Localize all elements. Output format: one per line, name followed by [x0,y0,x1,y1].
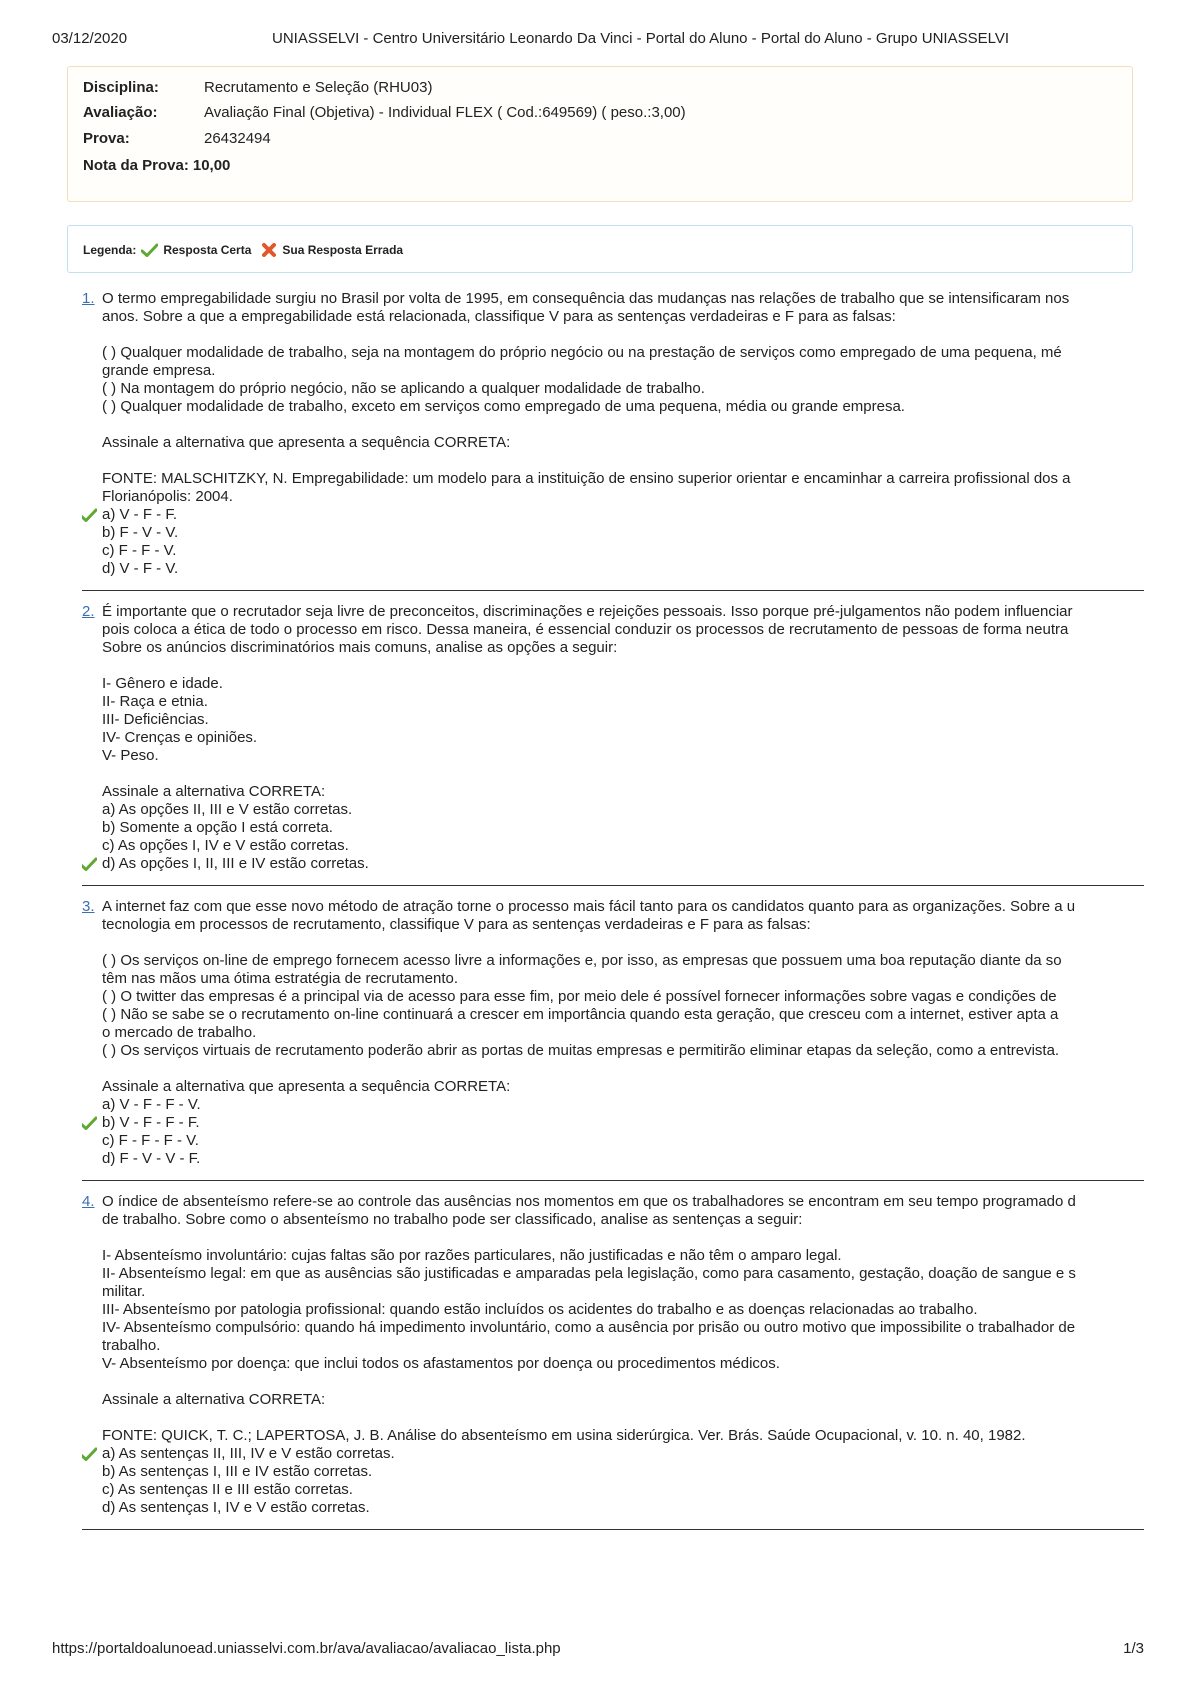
statement: têm nas mãos uma ótima estratégia de recrutamento. [102,970,459,987]
exam-label: Prova: [83,130,130,147]
question-text: tecnologia em processos de recrutamento, classifique V para as sentenças verdadeiras e F para as falsas: [102,916,811,933]
alternative [102,1150,1144,1168]
alternative-text: d) As opções I, II, III e IV estão corretas. [102,855,369,872]
question-3-number-link[interactable]: 3. [82,898,95,915]
question-source: FONTE: MALSCHITZKY, N. Empregabilidade: um modelo para a instituição de ensino superior orientar e encaminhar a carreira profissional dos a [102,470,1071,487]
print-title: UNIASSELVI - Centro Universitário Leonardo Da Vinci - Portal do Aluno - Portal do Aluno - Grupo UNIASSELVI [272,30,1010,47]
alternative [102,1096,1144,1114]
alternative-text: d) As sentenças I, IV e V estão corretas. [102,1499,370,1516]
evaluation-value: Avaliação Final (Objetiva) - Individual FLEX ( Cod.:649569) ( peso.:3,00) [204,104,686,121]
alternative-text: b) V - F - F - F. [102,1114,200,1131]
exam-value: 26432494 [204,130,271,147]
question-1 [82,290,1144,591]
question-4-number-link[interactable]: 4. [82,1193,95,1210]
statement: ( ) O twitter das empresas é a principal via de acesso para esse fim, por meio dele é possível fornecer informações sobre vagas e condições de [102,988,1057,1005]
question-text: anos. Sobre a que a empregabilidade está relacionada, classifique V para as sentenças verdadeiras e F para as falsas: [102,308,896,325]
evaluation-row [83,104,686,121]
check-icon [82,508,97,522]
statement: ( ) Na montagem do próprio negócio, não se aplicando a qualquer modalidade de trabalho. [102,380,705,397]
legend-label: Legenda: [83,243,137,257]
statement: IV- Absenteísmo compulsório: quando há impedimento involuntário, como a ausência por prisão ou outro motivo que impossibilite o trabalhador de [102,1319,1076,1336]
wrong-x-icon [261,242,277,258]
question-text: Sobre os anúncios discriminatórios mais comuns, analise as opções a seguir: [102,639,618,656]
alternatives [82,1445,1144,1517]
alternative-text: b) As sentenças I, III e IV estão corretas. [102,1463,373,1480]
question-text: pois coloca a ética de todo o processo em risco. Dessa maneira, é essencial conduzir os processos de recrutamento de pessoas de forma neutra [102,621,1069,638]
statement: o mercado de trabalho. [102,1024,257,1041]
alternative-text: a) V - F - F - V. [102,1096,201,1113]
question-2-number-link[interactable]: 2. [82,603,95,620]
question-text: A internet faz com que esse novo método de atração torne o processo mais fácil tanto para os candidatos quanto para as organizações. Sobre a u [102,898,1076,915]
alternative [102,837,1144,855]
legend-wrong-label: Sua Resposta Errada [282,243,404,257]
alternative [102,542,1144,560]
alternative [102,1132,1144,1150]
exam-info-panel [67,66,1133,202]
alternative-text: c) As opções I, IV e V estão corretas. [102,837,349,854]
statement: militar. [102,1283,146,1300]
alternative-text: a) V - F - F. [102,506,177,523]
alternative-text: c) As sentenças II e III estão corretas. [102,1481,353,1498]
alternative [102,1463,1144,1481]
statement: III- Absenteísmo por patologia profissional: quando estão incluídos os acidentes do trabalho e as doenças relacionadas ao trabalho. [102,1301,978,1318]
grade-label: Nota da Prova: [83,157,189,174]
question-text: O termo empregabilidade surgiu no Brasil por volta de 1995, em consequência das mudanças nas relações de trabalho que se intensificaram nos [102,290,1070,307]
question-text: O índice de absenteísmo refere-se ao controle das ausências nos momentos em que os trabalhadores se encontram em seu tempo programado d [102,1193,1076,1210]
alternative [102,1499,1144,1517]
option: IV- Crenças e opiniões. [102,729,258,746]
statement: trabalho. [102,1337,161,1354]
alternative [102,524,1144,542]
discipline-row [83,79,432,96]
print-footer [52,1640,1144,1660]
question-2 [82,603,1144,886]
legend-right-label: Resposta Certa [163,243,252,257]
alternative-text: a) As opções II, III e V estão corretas. [102,801,353,818]
question-prompt: Assinale a alternativa que apresenta a sequência CORRETA: [102,1078,511,1095]
alternative-text: a) As sentenças II, III, IV e V estão corretas. [102,1445,395,1462]
questions-list [82,290,1144,1550]
question-prompt: Assinale a alternativa CORRETA: [102,783,326,800]
statement: ( ) Qualquer modalidade de trabalho, exceto em serviços como empregado de uma pequena, média ou grande empresa. [102,398,905,415]
option: I- Gênero e idade. [102,675,223,692]
alternative-text: d) V - F - V. [102,560,179,577]
alternative-text: c) F - F - V. [102,542,177,559]
question-source: Florianópolis: 2004. [102,488,233,505]
alternative-text: c) F - F - F - V. [102,1132,199,1149]
exam-row [83,130,271,147]
alternative-correct [102,855,1144,873]
alternative-correct [102,1445,1144,1463]
option: III- Deficiências. [102,711,209,728]
question-text: É importante que o recrutador seja livre de preconceitos, discriminações e rejeições pessoais. Isso porque pré-julgamentos não podem influenciar [102,603,1073,620]
check-icon [82,1116,97,1130]
alternative [102,801,1144,819]
alternative-text: d) F - V - V - F. [102,1150,201,1167]
alternative-text: b) F - V - V. [102,524,179,541]
alternative-correct [102,1114,1144,1132]
statement: I- Absenteísmo involuntário: cujas faltas são por razões particulares, não justificadas e não têm o amparo legal. [102,1247,842,1264]
alternative [102,1481,1144,1499]
print-url: https://portaldoalunoead.uniasselvi.com.br/ava/avaliacao/avaliacao_lista.php [52,1640,561,1657]
statement: V- Absenteísmo por doença: que inclui todos os afastamentos por doença ou procedimentos médicos. [102,1355,780,1372]
statement: ( ) Não se sabe se o recrutamento on-line continuará a crescer em importância quando esta geração, que cresceu com a internet, estiver apta a [102,1006,1059,1023]
option: V- Peso. [102,747,159,764]
question-1-number-link[interactable]: 1. [82,290,95,307]
discipline-label: Disciplina: [83,79,159,96]
question-prompt: Assinale a alternativa que apresenta a sequência CORRETA: [102,434,511,451]
statement: ( ) Os serviços on-line de emprego fornecem acesso livre a informações e, por isso, as empresas que possuem uma boa reputação diante da so [102,952,1062,969]
print-date: 03/12/2020 [52,30,128,47]
statement: ( ) Os serviços virtuais de recrutamento poderão abrir as portas de muitas empresas e permitirão eliminar etapas da seleção, como a entrevista. [102,1042,1060,1059]
question-4 [82,1193,1144,1530]
question-prompt: Assinale a alternativa CORRETA: [102,1391,326,1408]
discipline-value: Recrutamento e Seleção (RHU03) [204,79,433,96]
question-3 [82,898,1144,1181]
alternatives [82,506,1144,578]
statement: ( ) Qualquer modalidade de trabalho, seja na montagem do próprio negócio ou na prestação de serviços como empregado de uma pequena, mé [102,344,1062,361]
alternative [102,819,1144,837]
check-icon [141,243,158,257]
alternative-correct [102,506,1144,524]
question-text: de trabalho. Sobre como o absenteísmo no trabalho pode ser classificado, analise as sentenças a seguir: [102,1211,803,1228]
alternatives [82,801,1144,873]
legend-panel [67,225,1133,273]
alternative-text: b) Somente a opção I está correta. [102,819,333,836]
alternative [102,560,1144,578]
page-number: 1/3 [1123,1640,1144,1657]
check-icon [82,1447,97,1461]
print-header [52,30,1144,50]
statement: grande empresa. [102,362,216,379]
statement: II- Absenteísmo legal: em que as ausências são justificadas e amparadas pela legislação, como para casamento, gestação, doação de sangue e s [102,1265,1076,1282]
question-source: FONTE: QUICK, T. C.; LAPERTOSA, J. B. Análise do absenteísmo em usina siderúrgica. Ver. Brás. Saúde Ocupacional, v. 10. n. 40, 1982. [102,1427,1026,1444]
check-icon [82,857,97,871]
evaluation-label: Avaliação: [83,104,158,121]
grade-value: 10,00 [192,157,231,174]
grade-row [83,157,230,174]
option: II- Raça e etnia. [102,693,208,710]
alternatives [82,1096,1144,1168]
